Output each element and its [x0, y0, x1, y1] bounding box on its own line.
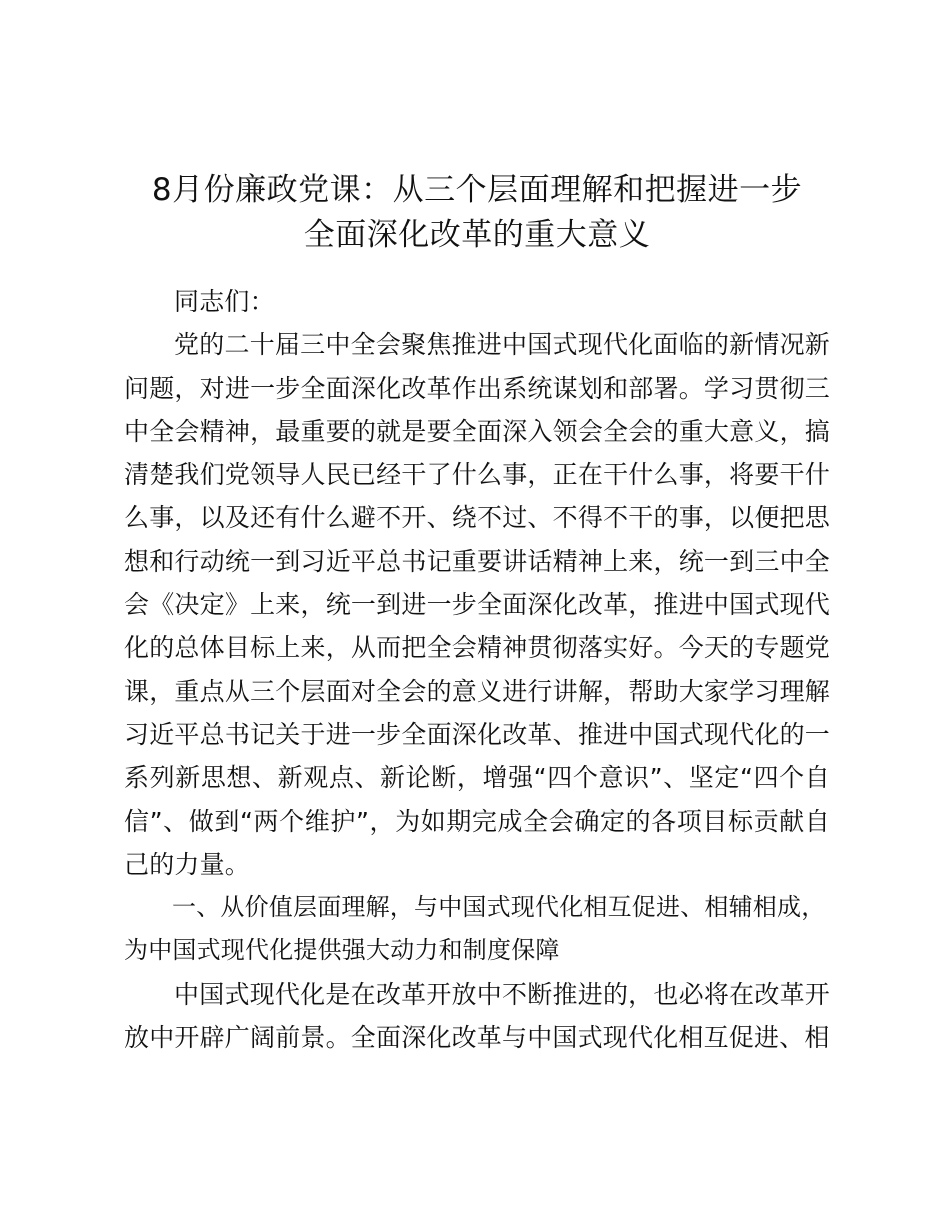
section-heading-1: 一、从价值层面理解，与中国式现代化相互促进、相辅相成，为中国式现代化提供强大动力和制度保障 — [124, 893, 826, 965]
document-page — [124, 168, 830, 1059]
title-line-1: 8月份廉政党课：从三个层面理解和把握进一步 — [151, 172, 803, 208]
salutation: 同志们： — [174, 287, 275, 316]
document-body — [124, 280, 830, 1059]
intro-paragraph: 党的二十届三中全会聚焦推进中国式现代化面临的新情况新问题，对进一步全面深化改革作出系统谋划和部署。学习贯彻三中全会精神，最重要的就是要全面深入领会全会的重大意义，搞清楚我们党领导人民已经干了什么事，正在干什么事，将要干什么事，以及还有什么避不开、绕不过、不得不干的事，以便把思想和行动统一到习近平总书记重要讲话精神上来，统一到三中全会《决定》上来，统一到进一步全面深化改革，推进中国式现代化的总体目标上来，从而把全会精神贯彻落实好。今天的专题党课，重点从三个层面对全会的意义进行讲解，帮助大家学习理解习近平总书记关于进一步全面深化改革、推进中国式现代化的一系列新思想、新观点、新论断，增强“四个意识”、坚定“四个自信”、做到“两个维护”，为如期完成全会确定的各项目标贡献自己的力量。 — [124, 330, 830, 879]
section-1-paragraph: 中国式现代化是在改革开放中不断推进的，也必将在改革开放中开辟广阔前景。全面深化改革与中国式现代化相互促进、相 — [124, 979, 830, 1053]
title-line-2: 全面深化改革的重大意义 — [303, 217, 651, 253]
document-title — [124, 168, 830, 258]
